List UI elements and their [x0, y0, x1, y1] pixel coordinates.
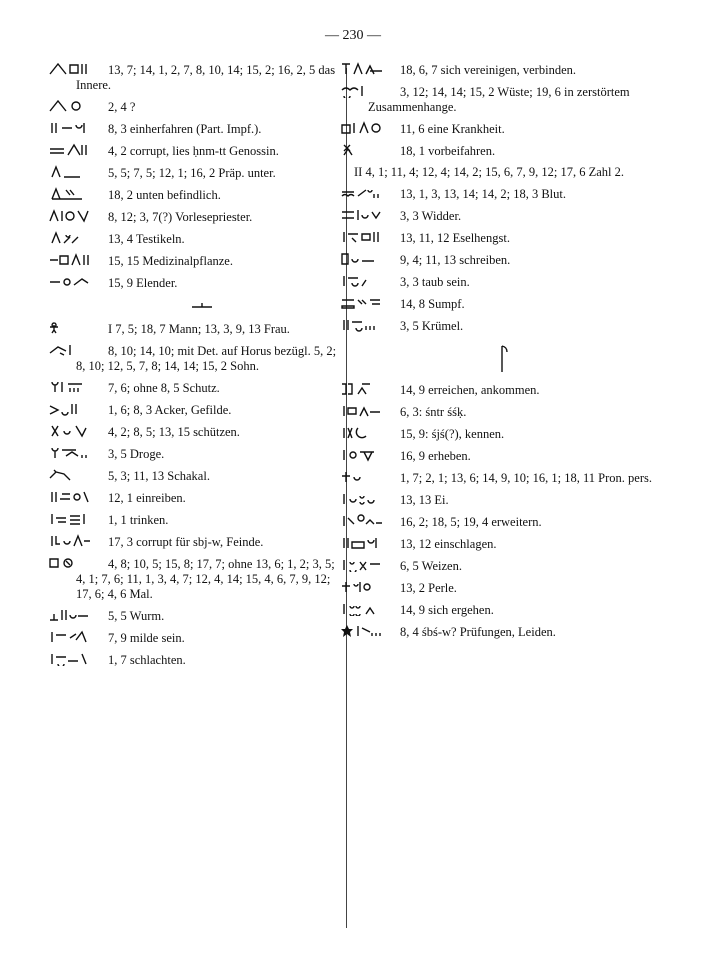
- hieroglyph-icon: [62, 556, 104, 570]
- dictionary-entry: [354, 558, 654, 574]
- section-divider: [62, 297, 342, 321]
- hieroglyph-icon: [62, 424, 104, 438]
- dictionary-entry: [62, 608, 342, 624]
- entry-text: 13, 13 Ei.: [400, 493, 449, 507]
- dictionary-entry: [62, 556, 342, 602]
- dictionary-entry: [354, 62, 654, 78]
- entry-text: 18, 6, 7 sich vereinigen, verbinden.: [400, 63, 576, 77]
- dictionary-entry: [62, 424, 342, 440]
- dictionary-entry: [354, 448, 654, 464]
- entry-text: 15, 9 Elender.: [108, 276, 178, 290]
- entry-text: 15, 15 Medizinalpflanze.: [108, 254, 233, 268]
- hieroglyph-icon: [354, 492, 396, 506]
- entry-text: 16, 9 erheben.: [400, 449, 471, 463]
- entry-text: 13, 2 Perle.: [400, 581, 457, 595]
- dictionary-entry: [354, 382, 654, 398]
- hieroglyph-icon: [354, 514, 396, 528]
- entry-text: 9, 4; 11, 13 schreiben.: [400, 253, 511, 267]
- hieroglyph-icon: [62, 468, 104, 482]
- entry-text: 1, 7 schlachten.: [108, 653, 186, 667]
- hieroglyph-icon: [354, 274, 396, 288]
- entry-text: 17, 3 corrupt für sbj-w, Feinde.: [108, 535, 264, 549]
- entry-text: 15, 9: śjś(?), kennen.: [400, 427, 505, 441]
- entry-text: 7, 6; ohne 8, 5 Schutz.: [108, 381, 220, 395]
- entry-text: 13, 7; 14, 1, 2, 7, 8, 10, 14; 15, 2; 16, 2, 5 das Innere.: [76, 63, 336, 92]
- dictionary-entry: [62, 402, 342, 418]
- entry-text: II 4, 1; 11, 4; 12, 4; 14, 2; 15, 6, 7, 9, 12; 17, 6 Zahl 2.: [354, 165, 625, 179]
- entry-text: 8, 3 einherfahren (Part. Impf.).: [108, 122, 262, 136]
- dictionary-entry: [354, 84, 654, 115]
- hieroglyph-icon: [354, 558, 396, 572]
- dictionary-entry: [354, 492, 654, 508]
- hieroglyph-icon: [62, 534, 104, 548]
- entry-text: 8, 12; 3, 7(?) Vorlesepriester.: [108, 210, 253, 224]
- dictionary-entry: [354, 514, 654, 530]
- dictionary-entry: [354, 426, 654, 442]
- hieroglyph-icon: [354, 296, 396, 310]
- hieroglyph-icon: [62, 321, 104, 335]
- entry-text: 7, 9 milde sein.: [108, 631, 185, 645]
- dictionary-entry: [354, 165, 654, 180]
- hieroglyph-icon: [354, 470, 396, 484]
- entry-text: 8, 4 śbś-w? Prüfungen, Leiden.: [400, 625, 556, 639]
- hieroglyph-icon: [354, 252, 396, 266]
- hieroglyph-icon: [354, 62, 396, 76]
- hieroglyph-icon: [62, 490, 104, 504]
- entry-text: 18, 1 vorbeifahren.: [400, 144, 496, 158]
- entry-text: 14, 9 sich ergehen.: [400, 603, 494, 617]
- dictionary-entry: [354, 230, 654, 246]
- hieroglyph-icon: [354, 426, 396, 440]
- hieroglyph-icon: [62, 231, 104, 245]
- hieroglyph-icon: [354, 318, 396, 332]
- dictionary-entry: [62, 62, 342, 93]
- hieroglyph-icon: [62, 165, 104, 179]
- entry-text: 1, 6; 8, 3 Acker, Gefilde.: [108, 403, 232, 417]
- hieroglyph-icon: [62, 446, 104, 460]
- hieroglyph-icon: [354, 448, 396, 462]
- entry-text: 13, 11, 12 Eselhengst.: [400, 231, 510, 245]
- entry-text: 3, 3 taub sein.: [400, 275, 470, 289]
- entry-text: 18, 2 unten befindlich.: [108, 188, 221, 202]
- entry-text: 4, 8; 10, 5; 15, 8; 17, 7; ohne 13, 6; 1, 2; 3, 5; 4, 1; 7, 6; 11, 1, 3, 4, 7; 12, 4, 14; 15, 4, 6, 7, 9, 12; 17, 6; 4, 6 Mal.: [76, 557, 335, 601]
- entry-text: 6, 3: śntr śśḳ.: [400, 405, 467, 419]
- dictionary-entry: [62, 253, 342, 269]
- entry-text: 12, 1 einreiben.: [108, 491, 186, 505]
- dictionary-entry: [354, 580, 654, 596]
- entry-text: 13, 12 einschlagen.: [400, 537, 497, 551]
- hieroglyph-icon: [62, 343, 104, 357]
- entry-text: 2, 4 ?: [108, 100, 136, 114]
- entry-text: 5, 5; 7, 5; 12, 1; 16, 2 Präp. unter.: [108, 166, 276, 180]
- hieroglyph-icon: [354, 404, 396, 418]
- dictionary-entry: [62, 321, 342, 337]
- dictionary-entry: [62, 187, 342, 203]
- right-column: [354, 62, 654, 646]
- hieroglyph-icon: [62, 630, 104, 644]
- hieroglyph-icon: [354, 382, 396, 396]
- dictionary-entry: [62, 209, 342, 225]
- entry-text: 14, 9 erreichen, ankommen.: [400, 383, 540, 397]
- hieroglyph-icon: [62, 608, 104, 622]
- dictionary-entry: [354, 602, 654, 618]
- dictionary-entry: [62, 534, 342, 550]
- left-column: [62, 62, 342, 674]
- dictionary-entry: [62, 512, 342, 528]
- entry-text: 4, 2; 8, 5; 13, 15 schützen.: [108, 425, 240, 439]
- dictionary-entry: [354, 121, 654, 137]
- hieroglyph-icon: [62, 652, 104, 666]
- entry-text: I 7, 5; 18, 7 Mann; 13, 3, 9, 13 Frau.: [108, 322, 290, 336]
- dictionary-entry: [62, 630, 342, 646]
- hieroglyph-icon: [62, 62, 104, 76]
- entry-text: 5, 3; 11, 13 Schakal.: [108, 469, 210, 483]
- dictionary-entry: [62, 143, 342, 159]
- dictionary-entry: [62, 231, 342, 247]
- dictionary-entry: [354, 536, 654, 552]
- hieroglyph-icon: [354, 230, 396, 244]
- hieroglyph-icon: [354, 536, 396, 550]
- entry-text: 1, 1 trinken.: [108, 513, 169, 527]
- hieroglyph-icon: [62, 99, 104, 113]
- hieroglyph-icon: [354, 84, 396, 98]
- entry-text: 3, 5 Krümel.: [400, 319, 464, 333]
- dictionary-entry: [354, 143, 654, 159]
- entry-text: 5, 5 Wurm.: [108, 609, 165, 623]
- dictionary-entry: [62, 99, 342, 115]
- entry-text: 11, 6 eine Krankheit.: [400, 122, 505, 136]
- dictionary-entry: [62, 275, 342, 291]
- dictionary-entry: [62, 165, 342, 181]
- dictionary-entry: [354, 208, 654, 224]
- dictionary-entry: [62, 446, 342, 462]
- hieroglyph-icon: [354, 602, 396, 616]
- entry-text: 3, 3 Widder.: [400, 209, 462, 223]
- dictionary-entry: [354, 186, 654, 202]
- hieroglyph-icon: [62, 209, 104, 223]
- dictionary-entry: [354, 274, 654, 290]
- dictionary-entry: [62, 468, 342, 484]
- hieroglyph-icon: [354, 121, 396, 135]
- hieroglyph-icon: [62, 275, 104, 289]
- hieroglyph-icon: [62, 253, 104, 267]
- entry-text: 8, 10; 14, 10; mit Det. auf Horus bezügl. 5, 2; 8, 10; 12, 5, 7, 8; 14, 14; 15, 2 Sohn.: [76, 344, 337, 373]
- entry-text: 13, 1, 3, 13, 14; 14, 2; 18, 3 Blut.: [400, 187, 566, 201]
- entry-text: 14, 8 Sumpf.: [400, 297, 465, 311]
- entry-text: 3, 12; 14, 14; 15, 2 Wüste; 19, 6 in zerstörtem Zusammenhange.: [368, 85, 630, 114]
- hieroglyph-icon: [354, 580, 396, 594]
- hieroglyph-icon: [62, 187, 104, 201]
- entry-text: 3, 5 Droge.: [108, 447, 165, 461]
- dictionary-entry: [354, 404, 654, 420]
- page-number: — 230 —: [325, 28, 381, 43]
- dictionary-entry: [62, 380, 342, 396]
- dictionary-entry: [354, 296, 654, 312]
- dictionary-entry: [354, 470, 654, 486]
- dictionary-entry: [62, 121, 342, 137]
- hieroglyph-icon: [62, 143, 104, 157]
- entry-text: 4, 2 corrupt, lies ḥnm-tt Genossin.: [108, 144, 279, 158]
- entry-text: 6, 5 Weizen.: [400, 559, 462, 573]
- section-sign: [354, 340, 654, 382]
- dictionary-entry: [354, 624, 654, 640]
- hieroglyph-icon: [62, 380, 104, 394]
- hieroglyph-icon: [62, 121, 104, 135]
- entry-text: 13, 4 Testikeln.: [108, 232, 185, 246]
- entry-text: 16, 2; 18, 5; 19, 4 erweitern.: [400, 515, 542, 529]
- hieroglyph-icon: [354, 208, 396, 222]
- dictionary-entry: [354, 252, 654, 268]
- hieroglyph-icon: [62, 512, 104, 526]
- dictionary-entry: [354, 318, 654, 334]
- star-icon: [354, 624, 396, 638]
- dictionary-entry: [62, 652, 342, 668]
- dictionary-entry: [62, 343, 342, 374]
- hieroglyph-icon: [354, 186, 396, 200]
- dictionary-entry: [62, 490, 342, 506]
- hieroglyph-icon: [62, 402, 104, 416]
- hieroglyph-icon: [354, 143, 396, 157]
- entry-text: 1, 7; 2, 1; 13, 6; 14, 9, 10; 16, 1; 18, 11 Pron. pers.: [400, 471, 652, 485]
